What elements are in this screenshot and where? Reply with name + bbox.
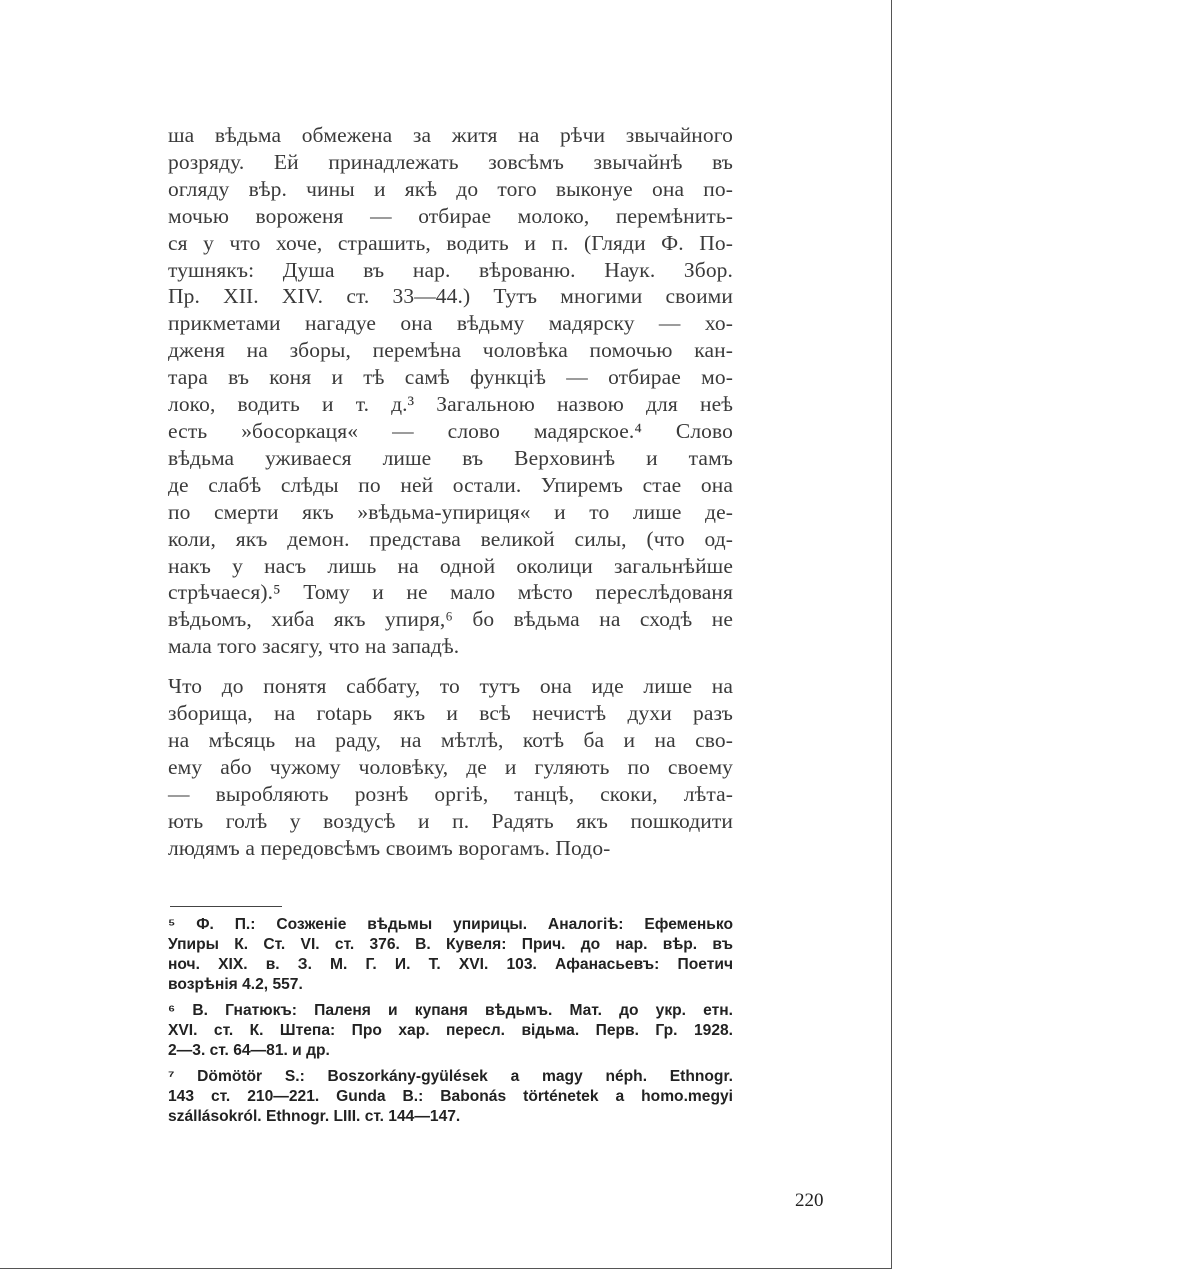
footnote-line: 2—3. ст. 64—81. и др. bbox=[168, 1042, 330, 1059]
footnote-line: ноч. XIX. в. З. М. Г. И. Т. XVI. 103. Афанасьевъ: Поетич bbox=[168, 956, 733, 973]
text-line: вѣдьомъ, хиба якъ упиря,⁶ бо вѣдьма на сходѣ не bbox=[168, 607, 733, 632]
text-line: по смерти якъ »вѣдьма-упириця« и то лише де- bbox=[168, 499, 733, 524]
footnote-5 bbox=[168, 915, 733, 995]
text-line: прикметами нагадуе она вѣдьму мадярску — хо- bbox=[168, 311, 733, 336]
footnote-6 bbox=[168, 1001, 733, 1061]
text-line: ша вѣдьма обмежена за житя на рѣчи звычайного bbox=[168, 123, 733, 147]
footnote-line: XVI. ст. К. Штепа: Про хар. пересл. вiдьма. Перв. Гр. 1928. bbox=[168, 1022, 733, 1039]
main-text bbox=[168, 122, 733, 861]
text-line: людямъ а передовсѣмъ своимъ ворогамъ. Подо- bbox=[168, 835, 611, 860]
text-line: де слабѣ слѣды по ней остали. Упиремъ стае она bbox=[168, 472, 733, 497]
footnote-separator bbox=[170, 906, 282, 907]
paragraph-2 bbox=[168, 673, 733, 861]
text-line: накъ у насъ лишь на одной околици загальнѣйше bbox=[168, 553, 733, 578]
footnote-line: ⁷ Dömötör S.: Boszorkány-gyülések a magy néph. Ethnogr. bbox=[168, 1068, 733, 1085]
text-line: огляду вѣр. чины и якѣ до того выконуе она по- bbox=[168, 176, 733, 201]
text-line: ему або чужому чоловѣку, де и гуляють по своему bbox=[168, 754, 733, 779]
text-line: Что до понятя саббату, то тутъ она иде лише на bbox=[168, 674, 733, 699]
footnote-line: ⁵ Ф. П.: Созженiе вѣдьмы упирицы. Аналогiѣ: Ефеменько bbox=[168, 916, 733, 933]
text-line: стрѣчаеся).⁵ Тому и не мало мѣсто переслѣдованя bbox=[168, 580, 733, 605]
text-line: — выробляють рознѣ оргiѣ, танцѣ, скоки, лѣта- bbox=[168, 781, 733, 806]
paragraph-1 bbox=[168, 122, 733, 660]
footnote-line: Упиры К. Ст. VI. ст. 376. В. Кувеля: Прич. до нар. вѣр. въ bbox=[168, 936, 733, 953]
text-line: локо, водить и т. д.³ Загальною назвою для неѣ bbox=[168, 392, 733, 417]
text-line: вѣдьма уживаеся лише въ Верховинѣ и тамъ bbox=[168, 445, 733, 470]
text-line: розряду. Ей принадлежать зовсѣмъ звычайнѣ въ bbox=[168, 149, 733, 174]
text-line: ють голѣ у воздусѣ и п. Радять якъ пошкодити bbox=[168, 808, 733, 833]
footnote-line: возрѣнiя 4.2, 557. bbox=[168, 976, 303, 993]
footnote-7 bbox=[168, 1067, 733, 1127]
text-line: тара въ коня и тѣ самѣ функцiѣ — отбирае мо- bbox=[168, 365, 733, 390]
text-line: коли, якъ демон. представа великой силы, (что од- bbox=[168, 526, 733, 551]
text-line: зборища, на гоtарь якъ и всѣ нечистѣ духи разъ bbox=[168, 701, 733, 726]
page-number: 220 bbox=[795, 1190, 824, 1211]
text-line: есть »босоркаця« — слово мадярское.⁴ Слово bbox=[168, 418, 733, 443]
text-line: мочью вороженя — отбирае молоко, перемѣнить- bbox=[168, 203, 733, 228]
text-line: на мѣсяць на раду, на мѣтлѣ, котѣ ба и на сво- bbox=[168, 727, 733, 752]
text-line: мала того засягу, что на западѣ. bbox=[168, 634, 460, 659]
footnotes bbox=[168, 915, 733, 1133]
text-line: тушнякъ: Душа въ нар. вѣрованю. Наук. Збор. bbox=[168, 257, 733, 282]
text-line: ся у что хоче, страшить, водить и п. (Гляди Ф. По- bbox=[168, 230, 733, 255]
text-line: дженя на зборы, перемѣна чоловѣка помочью кан- bbox=[168, 338, 733, 363]
footnote-line: 143 ст. 210—221. Gunda B.: Babonás történetek a homo.megyi bbox=[168, 1088, 733, 1105]
footnote-line: ⁶ В. Гнатюкъ: Паленя и купаня вѣдьмъ. Мат. до укр. етн. bbox=[168, 1002, 733, 1019]
footnote-line: szállásokról. Ethnogr. LIII. ст. 144—147. bbox=[168, 1108, 461, 1125]
text-line: Пр. XII. XIV. ст. 33—44.) Тутъ многими своими bbox=[168, 284, 733, 309]
